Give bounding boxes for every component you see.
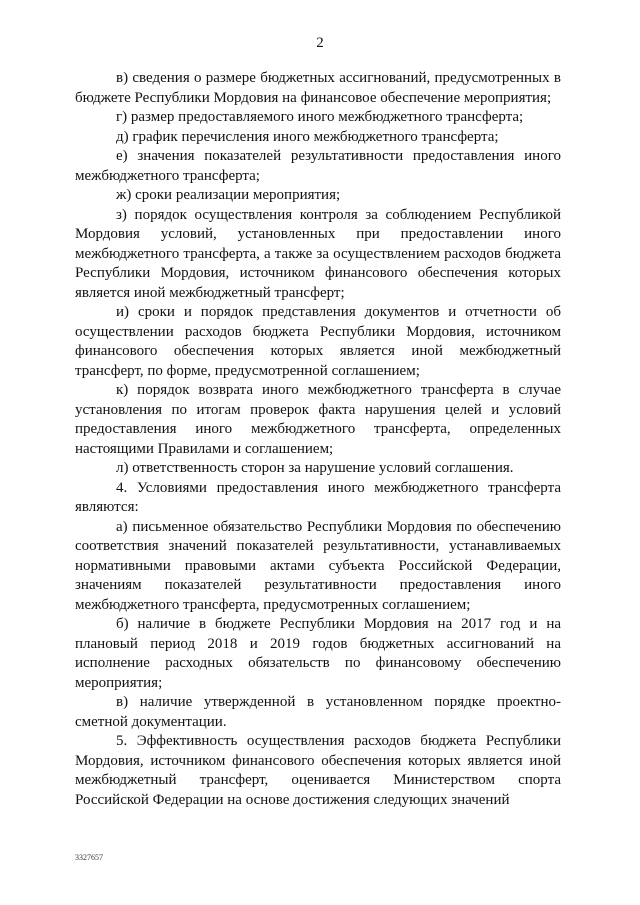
paragraph-i-reporting: и) сроки и порядок представления документов и отчетности об осуществлении расходов бюджета Республики Мордовия, источником финансового обеспечения которых является иной межбюджетный трансферт, по форме, предусмотренной соглашением; [75,304,561,379]
paragraph-g-transfer-size: г) размер предоставляемого иного межбюджетного трансферта; [116,109,524,125]
paragraph-zh-implementation-dates: ж) сроки реализации мероприятия; [116,187,341,203]
document-code: 3327657 [75,853,103,862]
paragraph-z-control-procedure: з) порядок осуществления контроля за соблюдением Республикой Мордовия условий, установленных при предоставлении иного межбюджетного трансферта, а также за осуществлением расходов бюджета Республики Мордовия, источником финансового обеспечения которых является иной межбюджетный трансферт; [75,206,561,301]
paragraph-4-conditions: 4. Условиями предоставления иного межбюджетного трансферта являются: [75,479,561,515]
page-number: 2 [316,35,324,51]
paragraph-b-budget-allocations: б) наличие в бюджете Республики Мордовия на 2017 год и на плановый период 2018 и 2019 годов бюджетных ассигнований на исполнение расходных обязательств по финансовому обеспечению мероприятия; [75,616,561,691]
paragraph-d-transfer-schedule: д) график перечисления иного межбюджетного трансферта; [116,128,499,145]
paragraph-k-refund-procedure: к) порядок возврата иного межбюджетного трансферта в случае установления по итогам проверок факта нарушения целей и условий предоставления иного межбюджетного трансферта, определенных настоящими Правилами и соглашением; [75,382,561,457]
paragraph-v-design-documentation: в) наличие утвержденной в установленном порядке проектно-сметной документации. [75,694,561,730]
paragraph-l-responsibility: л) ответственность сторон за нарушение условий соглашения. [116,460,514,476]
document-body [75,69,561,810]
paragraph-5-efficiency: 5. Эффективность осуществления расходов бюджета Республики Мордовия, источником финансового обеспечения которых является иной межбюджетный трансферт, оценивается Министерством спорта Российской Федерации на основе достижения следующих значений [75,733,561,808]
paragraph-e-performance-indicators: е) значения показателей результативности предоставления иного межбюджетного трансферта; [75,148,561,184]
paragraph-v-budget-info: в) сведения о размере бюджетных ассигнований, предусмотренных в бюджете Республики Мордовия на финансовое обеспечение мероприятия; [75,70,561,106]
paragraph-a-written-obligation: а) письменное обязательство Республики Мордовия по обеспечению соответствия значений показателей результативности, устанавливаемых нормативными правовыми актами субъекта Российской Федерации, значениям показателей результативности предоставления иного межбюджетного трансферта, предусмотренных соглашением; [75,518,561,613]
